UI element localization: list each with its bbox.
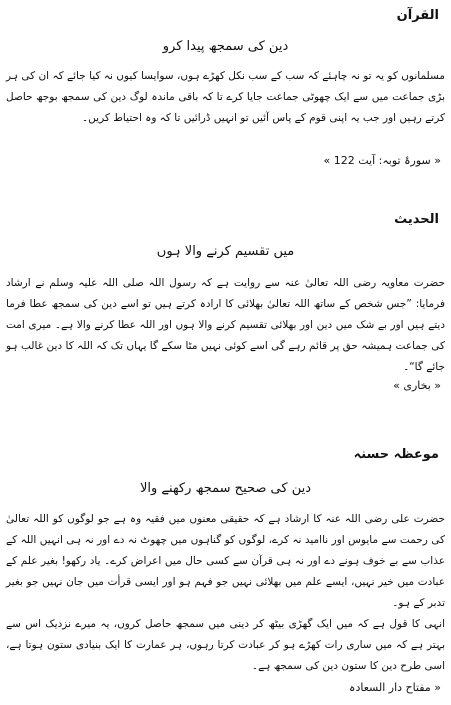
- quran-reference: [324, 153, 442, 169]
- advice-paragraph-1: حضرت علی رضی اللہ عنہ کا ارشاد ہے کہ حقیقی معنوں میں فقیہ وہ ہے جو لوگوں کو اللہ تعالیٰ کی رحمت سے مایوس اور ناامید نہ کرے، لوگوں کو گناہوں میں چھوٹ نہ دے اور نہ ہی انہیں اللہ کے عذاب سے بے خوف ہونے دے اور نہ ہی قرآن سے کسی حال میں اعراض کرے۔ یاد رکھو! بغیر علم کے عبادت میں خیر نہیں، ایسے علم میں بھلائی نہیں جو فہم ہو اور ایسی قرأت میں جان نہیں جو بغیر تدبر کے ہو۔: [6, 513, 445, 609]
- hadith-text: حضرت معاویہ رضی اللہ تعالیٰ عنہ سے روایت ہے کہ رسول اللہ صلی اللہ علیہ وسلم نے ارشاد فرمایا: ”جس شخص کے ساتھ اللہ تعالیٰ بھلائی کا ارادہ کرتے ہیں تو اسے دین کی سمجھ عطا فرما دیتے ہیں اور بے شک میں دین اور بھلائی تقسیم کرنے والا ہوں اور اللہ عطا کرنے والا ہے۔ میری امت کی جماعت ہمیشہ حق پر قائم رہے گی اسے کوئی نہیں مٹا سکے گا یہاں تک کہ اللہ کا دین غالب ہو جائے گا“۔: [6, 277, 445, 373]
- reference-open-bracket: «: [434, 379, 441, 392]
- hadith-heading: الحدیث: [394, 212, 439, 227]
- reference-close-bracket: »: [393, 379, 400, 392]
- quran-heading: القرآن: [396, 8, 439, 23]
- advice-title: دین کی صحیح سمجھ رکھنے والا: [139, 481, 312, 496]
- reference-open-bracket: «: [434, 154, 441, 167]
- quran-reference-text: سورۂ توبہ: آیت 122: [333, 154, 431, 167]
- hadith-reference: [393, 378, 441, 394]
- hadith-title: میں تقسیم کرنے والا ہوں: [156, 244, 295, 259]
- advice-heading: موعظہ حسنہ: [353, 447, 439, 462]
- quran-text: مسلمانوں کو یہ تو نہ چاہئے کہ سب کے سب نکل کھڑے ہوں، سوایسا کیوں نہ کیا جائے کہ ان کی ہر بڑی جماعت میں سے ایک چھوٹی جماعت جایا کرے تا کہ باقی ماندہ لوگ دین کی سمجھ بوجھ حاصل کرتے رہیں اور جب یہ اپنی قوم کے پاس آئیں تو انہیں ڈرائیں تا کہ وہ احتیاط کریں۔: [6, 70, 445, 124]
- hadith-reference-text: بخاری: [403, 379, 431, 392]
- reference-close-bracket: »: [323, 154, 331, 167]
- advice-reference-text: مفتاح دار السعادہ: [349, 681, 431, 694]
- advice-reference: [349, 680, 441, 696]
- reference-open-bracket: «: [434, 681, 441, 694]
- quran-title: دین کی سمجھ پیدا کرو: [162, 39, 289, 54]
- advice-paragraph-2: انہی کا قول ہے کہ میں ایک گھڑی بیٹھ کر دینی میں سمجھ حاصل کروں، یہ میرے نزدیک اس سے بہتر ہے کہ میں ساری رات کھڑے ہو کر عبادت کرتا رہوں، ہر عمارت کا ایک بنیادی ستون ہوتا ہے، اسی طرح دین کا ستون دین کی سمجھ ہے۔: [6, 618, 445, 672]
